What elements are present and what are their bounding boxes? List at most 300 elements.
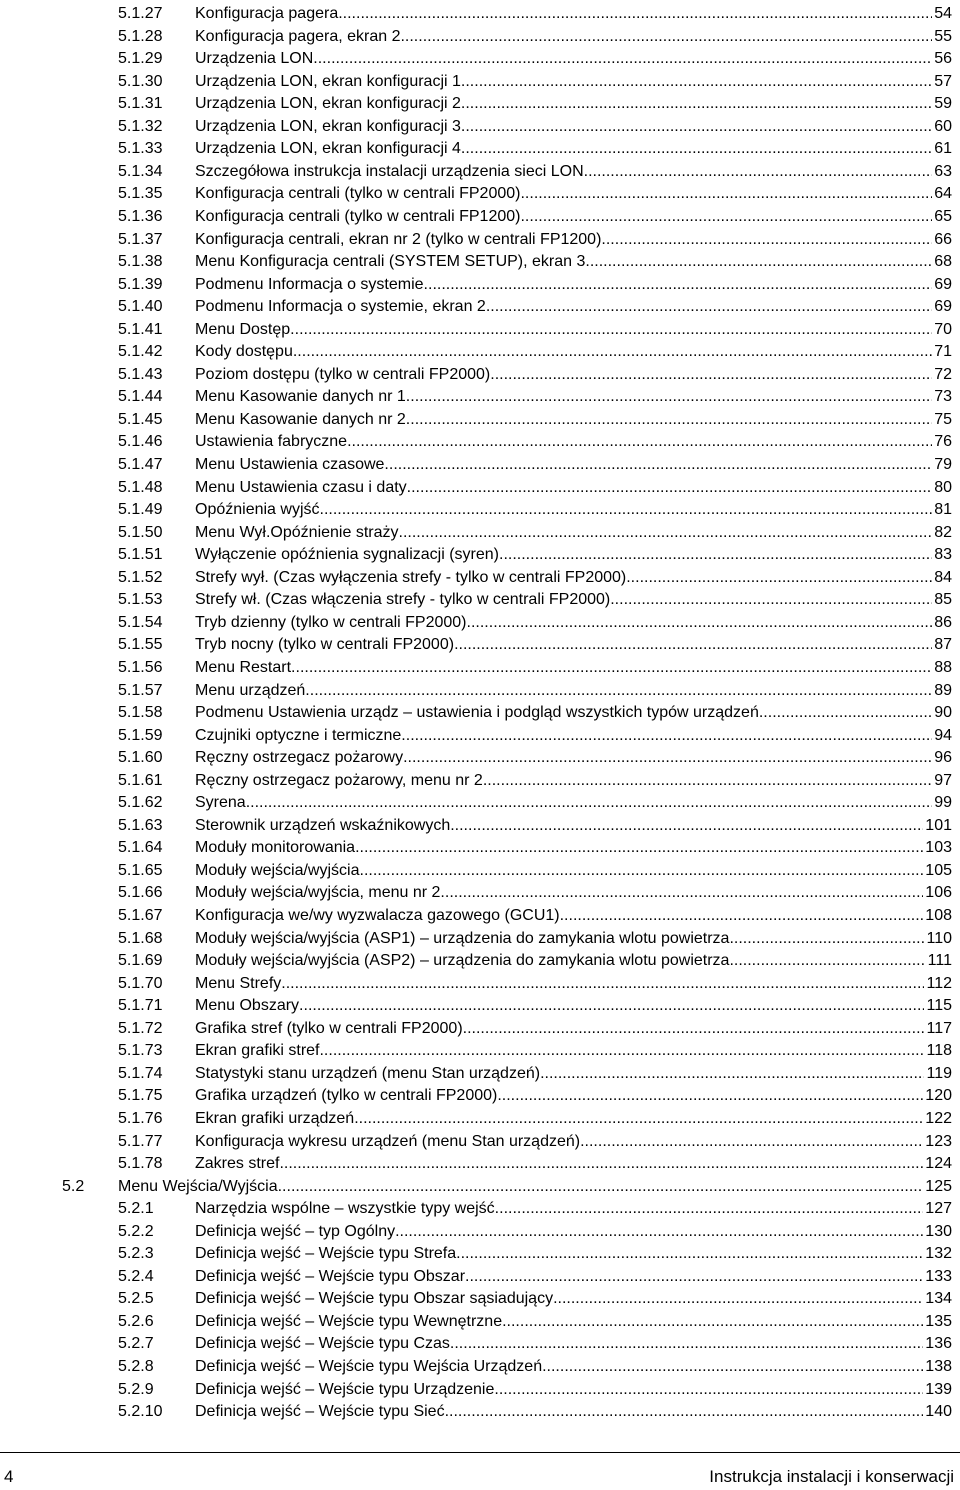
toc-entry[interactable] [0,363,960,386]
toc-entry-body [195,297,952,317]
toc-entry[interactable] [0,814,960,837]
toc-entry-title[interactable]: Konfiguracja pagera [195,5,339,22]
toc-entry-title[interactable]: Zakres stref [195,1155,280,1173]
toc-entry-body [195,703,952,723]
toc-entry-title[interactable]: Ręczny ostrzegacz pożarowy [195,749,404,767]
toc-entry[interactable] [0,1084,960,1107]
toc-entry-page-number: 96 [934,749,952,767]
toc-entry-page-number: 69 [934,275,952,293]
toc-entry-number: 5.2.4 [118,1267,154,1285]
toc-entry-number: 5.1.71 [118,997,163,1015]
toc-entry-title[interactable]: Moduły wejścia/wyjścia (ASP2) – urządzenia do zamykania wlotu powietrza [195,952,730,970]
toc-entry-page-number: 84 [934,568,952,586]
toc-entry-title[interactable]: Moduły wejścia/wyjścia [195,861,360,879]
footer-page-number: 4 [4,1467,14,1486]
toc-entry-title[interactable]: Urządzenia LON, ekran konfiguracji 1 [195,72,461,90]
toc-entry-page-number: 65 [934,207,952,225]
toc-entry-body [195,478,952,498]
toc-entry-number: 5.1.54 [118,613,163,631]
toc-entry-title[interactable]: Strefy wł. (Czas włączenia strefy - tylko w centrali FP2000) [195,591,611,609]
toc-entry-title[interactable]: Menu urządzeń [195,681,306,699]
toc-entry-title[interactable]: Definicja wejść – Wejście typu Czas. [195,1335,455,1353]
toc-entry-number: 5.1.36 [118,207,163,225]
footer-document-title: Instrukcja instalacji i konserwacji [709,1467,954,1486]
toc-entry-title[interactable]: Definicja wejść – Wejście typu Urządzenie [195,1380,495,1398]
toc-entry-title[interactable]: Konfiguracja pagera, ekran 2 [195,27,401,45]
toc-entry[interactable] [0,588,960,611]
toc-entry-page-number: 86 [934,613,952,631]
toc-entry[interactable] [0,1175,960,1198]
toc-entry[interactable] [0,1265,960,1288]
toc-entry-page-number: 135 [925,1312,952,1330]
toc-entry-page-number: 123 [925,1132,952,1150]
toc-entry-body [195,27,952,47]
toc-entry-page-number: 106 [925,884,952,902]
toc-entry-body [195,658,952,678]
toc-entry-body [195,207,952,227]
toc-entry-body [195,568,952,588]
toc-entry-page-number: 103 [925,839,952,857]
toc-dot-leader [320,500,933,520]
toc-dot-leader [454,635,932,655]
toc-entry-title[interactable]: Konfiguracja wykresu urządzeń (menu Stan urządzeń) [195,1132,581,1150]
toc-entry[interactable] [0,1310,960,1333]
toc-dot-leader [467,613,933,633]
toc-entry-body [195,342,952,362]
toc-dot-leader [293,342,932,362]
toc-entry-page-number: 57 [934,72,952,90]
toc-entry-page-number: 89 [934,681,952,699]
toc-entry-title[interactable]: Moduły wejścia/wyjścia (ASP1) – urządzenia do zamykania wlotu powietrza [195,929,730,947]
toc-dot-leader [487,771,932,791]
toc-entry-title[interactable]: Definicja wejść – Wejście typu Strefa [195,1245,457,1263]
toc-entry-body [195,816,952,836]
toc-entry-number: 5.1.60 [118,749,163,767]
toc-entry-title[interactable]: Ustawienia fabryczne [195,433,348,451]
toc-entry[interactable] [0,295,960,318]
toc-entry-body [195,1132,952,1152]
toc-entry-page-number: 64 [934,185,952,203]
toc-entry-title[interactable]: Wyłączenie opóźnienia sygnalizacji (syren) [195,546,499,564]
toc-dot-leader [461,94,932,114]
toc-entry-title[interactable]: Szczegółowa instrukcja instalacji urządzenia sieci LON [195,162,584,180]
toc-entry-number: 5.1.41 [118,320,163,338]
toc-entry-number: 5.1.77 [118,1132,163,1150]
toc-entry-title[interactable]: Narzędzia wspólne – wszystkie typy wejść [195,1200,495,1218]
toc-entry[interactable] [0,881,960,904]
toc-entry-number: 5.1.59 [118,726,163,744]
toc-entry-title[interactable]: Moduły monitorowania [195,839,356,857]
toc-entry-body [195,545,952,565]
toc-entry-number: 5.2.5 [118,1290,154,1308]
toc-entry-body [195,1086,952,1106]
toc-entry[interactable] [0,543,960,566]
toc-entry-title[interactable]: Konfiguracja centrali (tylko w centrali FP1200) [195,207,521,225]
toc-entry-title[interactable]: Sterownik urządzeń wskaźnikowych [195,816,451,834]
toc-dot-leader [406,410,932,430]
toc-entry-title[interactable]: Menu Konfiguracja centrali (SYSTEM SETUP), ekran 3 [195,253,586,271]
toc-dot-leader [319,1041,924,1061]
toc-entry[interactable] [0,769,960,792]
toc-entry-title[interactable]: Menu Wejścia/Wyjścia [118,1177,278,1195]
toc-entry[interactable] [0,724,960,747]
toc-entry-page-number: 132 [925,1245,952,1263]
toc-entry-body [195,162,952,182]
toc-dot-leader [290,320,932,340]
toc-entry-body [195,139,952,159]
toc-entry-title[interactable]: Menu Kasowanie danych nr 2 [195,410,406,428]
toc-entry[interactable] [0,994,960,1017]
toc-entry-body [118,1177,952,1197]
toc-entry-body [195,1289,952,1309]
toc-entry-title[interactable]: Opóźnienia wyjść [195,501,320,519]
toc-dot-leader [564,906,923,926]
toc-entry-page-number: 80 [934,478,952,496]
toc-entry[interactable] [0,340,960,363]
toc-entry-body [195,72,952,92]
toc-dot-leader [456,1244,923,1264]
toc-entry-body [195,726,952,746]
toc-entry[interactable] [0,160,960,183]
toc-entry-title[interactable]: Menu Dostęp [195,320,291,338]
toc-entry[interactable] [0,1242,960,1265]
toc-entry-page-number: 85 [934,591,952,609]
toc-entry[interactable] [0,92,960,115]
toc-entry-body [195,883,952,903]
toc-entry-body [195,4,952,24]
toc-entry-body [195,275,952,295]
toc-entry[interactable] [0,115,960,138]
toc-entry[interactable] [0,498,960,521]
toc-entry-title[interactable]: Ręczny ostrzegacz pożarowy, menu nr 2. [195,771,488,789]
toc-entry-number: 5.1.30 [118,72,163,90]
toc-entry-body [195,230,952,250]
toc-dot-leader [299,996,924,1016]
toc-entry-page-number: 118 [926,1042,952,1060]
toc-entry-body [195,635,952,655]
toc-dot-leader [450,816,923,836]
toc-entry[interactable] [0,476,960,499]
toc-entry[interactable] [0,1152,960,1175]
toc-dot-leader [463,1019,925,1039]
toc-entry-number: 5.2.1 [118,1200,154,1218]
toc-entry-number: 5.2.10 [118,1403,163,1421]
toc-entry-number: 5.1.63 [118,816,163,834]
toc-dot-leader [540,1064,924,1084]
toc-entry-title[interactable]: Statystyki stanu urządzeń (menu Stan urządzeń) [195,1064,541,1082]
toc-entry-page-number: 117 [926,1019,952,1037]
toc-entry-number: 5.1.49 [118,501,163,519]
toc-entry-page-number: 139 [925,1380,952,1398]
toc-dot-leader [355,838,923,858]
toc-entry-body [195,94,952,114]
toc-entry-number: 5.1.69 [118,952,163,970]
toc-dot-leader [440,883,923,903]
toc-entry-number: 5.1.27 [118,5,163,22]
toc-dot-leader [520,184,932,204]
toc-entry-body [195,1244,952,1264]
toc-entry[interactable] [0,1130,960,1153]
toc-entry[interactable] [0,1355,960,1378]
toc-entry[interactable] [0,1197,960,1220]
toc-entry-title[interactable]: Menu Strefy [195,974,282,992]
toc-entry[interactable] [0,566,960,589]
toc-entry-number: 5.1.38 [118,253,163,271]
toc-entry[interactable] [0,408,960,431]
toc-entry[interactable] [0,521,960,544]
toc-entry[interactable] [0,633,960,656]
toc-entry[interactable] [0,1287,960,1310]
toc-entry[interactable] [0,25,960,48]
toc-entry-number: 5.1.56 [118,658,163,676]
toc-entry[interactable] [0,791,960,814]
toc-dot-leader [497,1086,923,1106]
toc-entry-title[interactable]: Definicja wejść – Wejście typu Obszar [195,1267,466,1285]
toc-entry[interactable] [0,1400,960,1423]
toc-entry-title[interactable]: Podmenu Ustawienia urządz – ustawienia i podgląd wszystkich typów urządzeń [195,704,759,722]
toc-entry-body [195,793,952,813]
toc-entry[interactable] [0,949,960,972]
toc-entry[interactable] [0,205,960,228]
toc-dot-leader [445,1402,924,1422]
toc-entry-body [195,1109,952,1129]
toc-entry-body [195,410,952,430]
toc-entry-number: 5.1.40 [118,298,163,316]
toc-entry[interactable] [0,273,960,296]
toc-entry-title[interactable]: Urządzenia LON, ekran konfiguracji 4 [195,140,461,158]
toc-entry-number: 5.1.78 [118,1155,163,1173]
toc-entry-title[interactable]: Moduły wejścia/wyjścia, menu nr 2 [195,884,441,902]
toc-entry-title[interactable]: Poziom dostępu (tylko w centrali FP2000) [195,365,491,383]
toc-entry-title[interactable]: Syrena [195,794,246,812]
toc-entry-page-number: 73 [934,388,952,406]
toc-entry-title[interactable]: Ekran grafiki stref [195,1042,320,1060]
toc-entry-body [195,1064,952,1084]
toc-entry-title[interactable]: Strefy wył. (Czas wyłączenia strefy - tylko w centrali FP2000) [195,568,627,586]
toc-entry-page-number: 63 [934,162,952,180]
toc-entry[interactable] [0,611,960,634]
toc-dot-leader [291,658,932,678]
toc-dot-leader [246,793,933,813]
toc-entry-body [195,49,952,69]
toc-entry-body [195,365,952,385]
toc-dot-leader [305,681,932,701]
toc-dot-leader [399,523,933,543]
toc-entry[interactable] [0,385,960,408]
toc-entry[interactable] [0,318,960,341]
toc-entry-title[interactable]: Definicja wejść – Wejście typu Wejścia Urządzeń [195,1358,543,1375]
toc-entry-title[interactable]: Urządzenia LON, ekran konfiguracji 2 [195,95,461,113]
toc-entry[interactable] [0,47,960,70]
toc-entry-number: 5.2.7 [118,1335,154,1353]
toc-dot-leader [384,455,932,475]
toc-entry-body [195,1154,952,1174]
toc-entry-title[interactable]: Menu Restart [195,658,292,676]
toc-entry-title[interactable]: Urządzenia LON [195,50,314,68]
toc-entry-title[interactable]: Podmenu Informacja o systemie [195,275,424,293]
toc-entry-number: 5.1.52 [118,568,163,586]
toc-entry[interactable] [0,1220,960,1243]
toc-entry-number: 5.2.9 [118,1380,154,1398]
toc-entry-number: 5.1.42 [118,343,163,361]
toc-entry-number: 5.1.44 [118,388,163,406]
toc-entry-body [195,996,952,1016]
toc-dot-leader [580,1132,923,1152]
toc-entry-body [195,861,952,881]
toc-entry-body [195,929,952,949]
toc-entry-title[interactable]: Menu Obszary [195,997,300,1015]
toc-entry-page-number: 54 [934,5,952,22]
toc-entry-body [195,613,952,633]
toc-entry-number: 5.1.62 [118,794,163,812]
toc-entry[interactable] [0,927,960,950]
toc-entry-page-number: 72 [934,365,952,383]
toc-entry[interactable] [0,228,960,251]
toc-entry-page-number: 119 [926,1064,952,1082]
toc-entry-number: 5.1.57 [118,681,163,699]
toc-entry-number: 5.1.50 [118,523,163,541]
toc-entry[interactable] [0,679,960,702]
toc-entry-title[interactable]: Podmenu Informacja o systemie, ekran 2 [195,298,486,316]
toc-entry-body [195,1380,952,1400]
toc-entry[interactable] [0,2,960,25]
toc-dot-leader [585,252,932,272]
toc-entry-number: 5.1.39 [118,275,163,293]
toc-dot-leader [400,27,932,47]
toc-entry[interactable] [0,1039,960,1062]
toc-entry-number: 5.2.8 [118,1358,154,1375]
toc-entry-number: 5.1.47 [118,456,163,473]
toc-entry-page-number: 105 [925,861,952,879]
toc-entry-number: 5.2.3 [118,1245,154,1263]
toc-dot-leader [610,590,932,610]
toc-entry-number: 5.1.37 [118,230,163,248]
toc-entry-page-number: 127 [925,1200,952,1218]
toc-entry-page-number: 140 [925,1403,952,1421]
toc-entry-title[interactable]: Konfiguracja we/wy wyzwalacza gazowego (GCU1). [195,907,565,924]
toc-entry-title[interactable]: Czujniki optyczne i termiczne [195,726,402,744]
toc-entry[interactable] [0,137,960,160]
toc-entry[interactable] [0,453,960,476]
toc-entry-page-number: 88 [934,658,952,676]
toc-entry[interactable] [0,904,960,927]
toc-dot-leader [313,49,932,69]
toc-entry-title[interactable]: Grafika urządzeń (tylko w centrali FP2000) [195,1087,498,1105]
toc-entry[interactable] [0,1378,960,1401]
toc-entry-number: 5.1.35 [118,185,163,203]
toc-entry-title[interactable]: Kody dostępu [195,343,293,361]
toc-entry-page-number: 79 [934,456,952,473]
toc-entry-page-number: 136 [925,1335,952,1353]
toc-dot-leader [601,230,932,250]
toc-entry[interactable] [0,250,960,273]
toc-entry-body [195,432,952,452]
toc-dot-leader [520,207,932,227]
toc-entry[interactable] [0,701,960,724]
toc-dot-leader [461,72,932,92]
toc-entry-body [195,1041,952,1061]
toc-entry-title[interactable]: Konfiguracja centrali (tylko w centrali FP2000) [195,185,521,203]
toc-entry-title[interactable]: Definicja wejść – typ Ogólny [195,1222,396,1240]
toc-entry-body [195,523,952,543]
toc-dot-leader [461,139,932,159]
toc-entry-title[interactable]: Ekran grafiki urządzeń [195,1109,355,1127]
toc-entry-title[interactable]: Konfiguracja centrali, ekran nr 2 (tylko w centrali FP1200) [195,230,602,248]
toc-dot-leader [281,974,924,994]
toc-dot-leader [626,568,932,588]
toc-entry[interactable] [0,1107,960,1130]
toc-entry-body [195,681,952,701]
toc-entry-body [195,1019,952,1039]
toc-entry-title[interactable]: Definicja wejść – Wejście typu Wewnętrzne [195,1312,503,1330]
toc-entry-page-number: 122 [925,1109,952,1127]
toc-entry-body [195,252,952,272]
toc-entry-body [195,1312,952,1332]
toc-entry-title[interactable]: Definicja wejść – Wejście typu Sieć [195,1403,445,1421]
toc-entry-body [195,1222,952,1242]
toc-entry[interactable] [0,656,960,679]
toc-entry[interactable] [0,972,960,995]
toc-dot-leader [499,545,932,565]
toc-entry-title[interactable]: Menu Wył.Opóźnienie straży [195,523,399,541]
toc-entry[interactable] [0,746,960,769]
toc-entry-page-number: 125 [925,1177,952,1195]
toc-dot-leader [454,1334,923,1354]
toc-dot-leader [278,1177,924,1197]
toc-entry-title[interactable]: Menu Ustawienia czasu i daty [195,478,407,496]
toc-dot-leader [729,929,924,949]
footer-divider [0,1452,960,1453]
toc-entry-title[interactable]: Grafika stref (tylko w centrali FP2000) [195,1019,463,1037]
toc-entry-number: 5.1.68 [118,929,163,947]
toc-entry-page-number: 71 [934,343,952,361]
toc-entry-title[interactable]: Menu Kasowanie danych nr 1 [195,388,406,406]
toc-dot-leader [495,1199,924,1219]
toc-entry-number: 5.1.65 [118,861,163,879]
toc-entry-page-number: 70 [934,320,952,338]
toc-dot-leader [494,1380,923,1400]
toc-entry-page-number: 81 [934,501,952,519]
toc-entry-number: 5.1.33 [118,140,163,158]
toc-entry-number: 5.1.45 [118,410,163,428]
toc-entry[interactable] [0,1332,960,1355]
toc-dot-leader [486,297,932,317]
toc-entry[interactable] [0,1017,960,1040]
toc-entry-number: 5.1.67 [118,907,163,924]
toc-entry-number: 5.2.6 [118,1312,154,1330]
toc-dot-leader [338,4,932,24]
toc-dot-leader [279,1154,923,1174]
toc-entry[interactable] [0,859,960,882]
toc-entry-body [195,455,952,475]
toc-entry[interactable] [0,836,960,859]
toc-entry-title[interactable]: Tryb nocny (tylko w centrali FP2000) [195,636,455,654]
toc-entry-title[interactable]: Urządzenia LON, ekran konfiguracji 3 [195,117,461,135]
toc-entry-body [195,500,952,520]
toc-entry-title[interactable]: Menu Ustawienia czasowe [195,456,385,473]
toc-entry-title[interactable]: Tryb dzienny (tylko w centrali FP2000) [195,613,467,631]
toc-dot-leader [584,162,933,182]
toc-entry[interactable] [0,1062,960,1085]
toc-entry-body [195,117,952,137]
toc-entry-title[interactable]: Definicja wejść – Wejście typu Obszar sąsiadujący [195,1290,554,1308]
toc-entry-body [195,748,952,768]
toc-entry[interactable] [0,70,960,93]
toc-entry[interactable] [0,430,960,453]
toc-entry-number: 5.1.51 [118,546,163,564]
toc-entry-page-number: 138 [925,1358,952,1375]
toc-entry[interactable] [0,182,960,205]
